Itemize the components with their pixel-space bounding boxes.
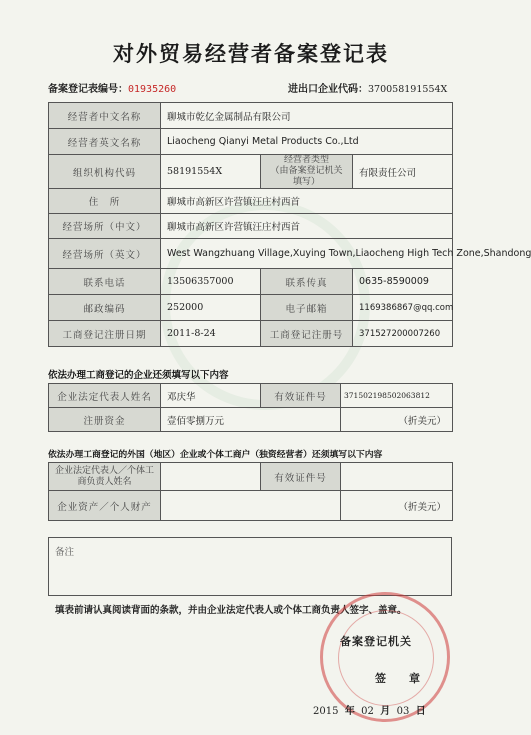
registration-authority-label: 备案登记机关: [340, 635, 412, 648]
cn-name-value: 聊城市乾亿金属制品有限公司: [161, 103, 453, 129]
enterprise-code-value: 370058191554X: [368, 84, 448, 95]
capital-usd-note: （折美元）: [341, 408, 453, 432]
capital-label: 注册资金: [49, 408, 161, 432]
fax-value: 0635-8590009: [353, 269, 453, 295]
date-month: 02: [361, 706, 374, 717]
foreign-rep-value: [161, 463, 261, 491]
seal-signature-label: 签 章: [375, 672, 426, 685]
reg-date-label: 工商登记注册日期: [49, 321, 161, 347]
fax-label: 联系传真: [261, 269, 353, 295]
date-day: 03: [396, 706, 410, 717]
place-en-label: 经营场所（英文）: [49, 239, 161, 269]
business-type-value: 有限责任公司: [353, 155, 453, 189]
foreign-id-value: [341, 463, 453, 491]
assets-label: 企业资产／个人财产: [49, 491, 161, 521]
id-number-value: 371502198502063812: [341, 384, 453, 408]
postcode-label: 邮政编码: [49, 295, 161, 321]
place-cn-value: 聊城市高新区许营镇汪庄村西首: [161, 214, 453, 239]
official-seal-inner-ring: [338, 610, 434, 706]
issue-date: 2015 年 02 月 03 日: [313, 706, 426, 717]
place-en-value: West Wangzhuang Village,Xuying Town,Liaocheng High Tech Zone,Shandong: [161, 239, 453, 269]
legal-rep-value: 邓庆华: [161, 384, 261, 408]
form-title: 对外贸易经营者备案登记表: [113, 42, 389, 66]
section2-table: [48, 462, 453, 521]
org-code-label: 组织机构代码: [49, 155, 161, 189]
record-number: 备案登记表编号：01935260: [48, 84, 177, 95]
org-code-value: 58191554X: [161, 155, 261, 189]
en-name-label: 经营者英文名称: [49, 129, 161, 155]
assets-usd-note: （折美元）: [341, 491, 453, 521]
reg-date-value: 2011-8-24: [161, 321, 261, 347]
capital-value: 壹佰零捌万元: [161, 408, 341, 432]
id-number-label: 有效证件号: [261, 384, 341, 408]
section2-heading: 依法办理工商登记的外国（地区）企业或个体工商户（独资经营者）还须填写以下内容: [48, 450, 383, 460]
reg-number-label: 工商登记注册号: [261, 321, 353, 347]
reg-number-value: 371527200007260: [353, 321, 453, 347]
assets-value: [161, 491, 341, 521]
address-label: 住 所: [49, 189, 161, 214]
phone-value: 13506357000: [161, 269, 261, 295]
place-cn-label: 经营场所（中文）: [49, 214, 161, 239]
remarks-label: 备注: [49, 538, 452, 596]
foreign-id-label: 有效证件号: [261, 463, 341, 491]
enterprise-code: 进出口企业代码：370058191554X: [288, 84, 448, 95]
business-type-label: 经营者类型 （由备案登记机关填写）: [261, 155, 353, 189]
email-label: 电子邮箱: [261, 295, 353, 321]
foreign-rep-label: 企业法定代表人／个体工商负责人姓名: [49, 463, 161, 491]
en-name-value: Liaocheng Qianyi Metal Products Co.,Ltd: [161, 129, 453, 155]
record-number-value: 01935260: [128, 84, 177, 95]
section1-heading: 依法办理工商登记的企业还须填写以下内容: [48, 370, 229, 381]
address-value: 聊城市高新区许营镇汪庄村西首: [161, 189, 453, 214]
signature-notice: 填表前请认真阅读背面的条款，并由企业法定代表人或个体工商负责人签字、盖章。: [55, 605, 407, 616]
email-value: 1169386867@qq.com: [353, 295, 453, 321]
section1-table: [48, 383, 453, 432]
postcode-value: 252000: [161, 295, 261, 321]
legal-rep-label: 企业法定代表人姓名: [49, 384, 161, 408]
remarks-table: [48, 537, 452, 596]
cn-name-label: 经营者中文名称: [49, 103, 161, 129]
date-year: 2015: [313, 706, 339, 717]
phone-label: 联系电话: [49, 269, 161, 295]
main-info-table: [48, 102, 531, 347]
